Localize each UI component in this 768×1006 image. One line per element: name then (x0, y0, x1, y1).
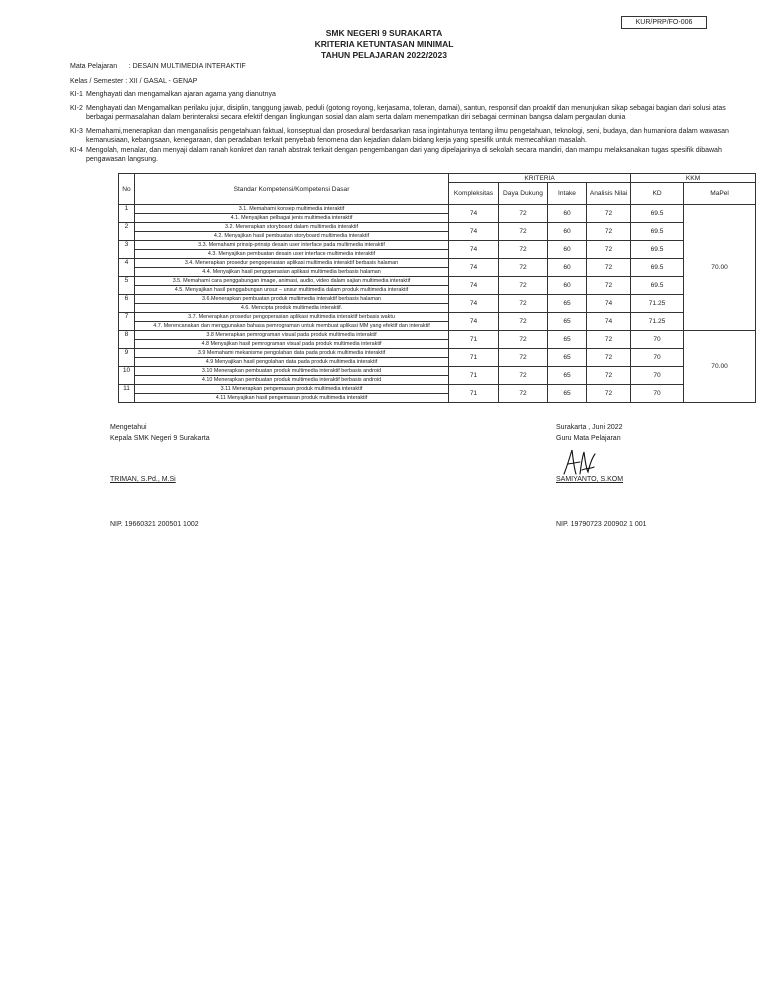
kompleksitas-value: 74 (449, 277, 499, 295)
kd-4-text: 4.5. Menyajikan hasil penggabungan unsur – unsur multimedia dalam produk multimedia interaktif (135, 286, 449, 295)
sig-right-nip: NIP. 19790723 200902 1 001 (556, 521, 647, 528)
header-kompleksitas: Kompleksitas (449, 183, 499, 205)
row-number: 2 (119, 223, 135, 241)
kd-value: 69.5 (631, 259, 684, 277)
intake-value: 65 (548, 385, 587, 403)
row-number: 3 (119, 241, 135, 259)
kd-4-text: 4.1. Menyajikan pelbagai jenis multimedia interaktif (135, 214, 449, 223)
kd-value: 71.25 (631, 313, 684, 331)
sig-right-line1: Surakarta , Juni 2022 (556, 424, 623, 431)
header-kkm: KKM (631, 174, 756, 183)
intake-value: 65 (548, 313, 587, 331)
ki-code: KI-2 (70, 105, 83, 112)
intake-value: 60 (548, 277, 587, 295)
kd-3-text: 3.8 Menerapkan pemrograman visual pada produk multimedia interaktif (135, 331, 449, 340)
intake-value: 65 (548, 349, 587, 367)
row-number: 4 (119, 259, 135, 277)
kd-3-text: 3.11 Menerapkan pengemasan produk multimedia interaktif (135, 385, 449, 394)
row-number: 10 (119, 367, 135, 385)
document-title: KRITERIA KETUNTASAN MINIMAL (314, 39, 454, 49)
ki-4 (70, 147, 742, 164)
row-number: 1 (119, 205, 135, 223)
row-number: 8 (119, 331, 135, 349)
analisis-value: 72 (587, 241, 631, 259)
ki-3 (70, 128, 742, 145)
kompleksitas-value: 71 (449, 349, 499, 367)
kd-value: 69.5 (631, 277, 684, 295)
sig-right-name: SAMIYANTO, S.KOM (556, 476, 624, 483)
analisis-value: 72 (587, 205, 631, 223)
kd-3-text: 3.3. Memahami prinsip-prinsip desain user interface pada multimedia interaktif (135, 241, 449, 250)
header-mapel: MaPel (684, 183, 756, 205)
table-row (119, 277, 756, 286)
kd-3-text: 3.6.Menerapkan pembuatan produk multimedia interaktif berbasis halaman (135, 295, 449, 304)
daya-dukung-value: 72 (499, 349, 548, 367)
daya-dukung-value: 72 (499, 367, 548, 385)
intake-value: 65 (548, 367, 587, 385)
analisis-value: 72 (587, 385, 631, 403)
row-number: 11 (119, 385, 135, 403)
kd-value: 70 (631, 349, 684, 367)
ki-1 (70, 91, 742, 100)
intake-value: 60 (548, 223, 587, 241)
daya-dukung-value: 72 (499, 223, 548, 241)
row-number: 9 (119, 349, 135, 367)
row-number: 7 (119, 313, 135, 331)
kd-3-text: 3.9 Memahami mekanisme pengolahan data pada produk multimedia interaktif (135, 349, 449, 358)
daya-dukung-value: 72 (499, 331, 548, 349)
daya-dukung-value: 72 (499, 259, 548, 277)
table-row (119, 331, 756, 340)
kd-4-text: 4.9 Menyajikan hasil pengolahan data pada produk multimedia interaktif (135, 358, 449, 367)
ki-text: Memahami,menerapkan dan menganalisis pengetahuan faktual, konseptual dan prosedural berdasarkan rasa ingintahunya tentang ilmu pengetahuan, teknologi, seni, budaya, dan humaniora dalam wawasan kemanusiaan, kebangsaan, kenegaraan, dan peradaban terkait penyebab fenomena dan kejadian dalam bidang kerja yang spesifik untuk memecahkan masalah. (86, 128, 729, 144)
kd-value: 71.25 (631, 295, 684, 313)
kompleksitas-value: 74 (449, 295, 499, 313)
table-row (119, 223, 756, 232)
kompleksitas-value: 74 (449, 241, 499, 259)
kd-3-text: 3.10 Menerapkan pembuatan produk multimedia interaktif berbasis android (135, 367, 449, 376)
analisis-value: 72 (587, 223, 631, 241)
table-row (119, 295, 756, 304)
analisis-value: 72 (587, 277, 631, 295)
kd-4-text: 4.4. Menyajikan hasil pengoperasian aplikasi multimedia berbasis halaman (135, 268, 449, 277)
sig-left-line2: Kepala SMK Negeri 9 Surakarta (110, 435, 210, 442)
school-name: SMK NEGERI 9 SURAKARTA (325, 28, 443, 38)
daya-dukung-value: 72 (499, 385, 548, 403)
kd-value: 70 (631, 331, 684, 349)
mapel-value: 70.00 (684, 331, 756, 403)
header-kd: KD (631, 183, 684, 205)
kd-value: 70 (631, 367, 684, 385)
kompleksitas-value: 71 (449, 331, 499, 349)
kd-value: 69.5 (631, 223, 684, 241)
kd-4-text: 4.8 Menyajikan hasil pemrograman visual pada produk multimedia interaktif (135, 340, 449, 349)
analisis-value: 72 (587, 331, 631, 349)
intake-value: 65 (548, 331, 587, 349)
kompleksitas-value: 74 (449, 313, 499, 331)
analisis-value: 74 (587, 313, 631, 331)
daya-dukung-value: 72 (499, 205, 548, 223)
analisis-value: 72 (587, 349, 631, 367)
header-daya-dukung: Daya Dukung (499, 183, 548, 205)
intake-value: 60 (548, 241, 587, 259)
ki-2 (70, 105, 742, 122)
kd-4-text: 4.7. Merencanakan dan menggunakan bahasa pemrograman untuk membuat aplikasi MM yang efektif dan interaktif (135, 322, 449, 331)
header-kriteria: KRITERIA (449, 174, 631, 183)
subject-line: Mata Pelajaran : DESAIN MULTIMEDIA INTERAKTIF (70, 63, 246, 70)
kd-3-text: 3.2. Menerapkan storyboard dalam multimedia interaktif (135, 223, 449, 232)
kompleksitas-value: 74 (449, 223, 499, 241)
kd-4-text: 4.10 Menerapkan pembuatan produk multimedia interaktif berbasis android (135, 376, 449, 385)
intake-value: 60 (548, 259, 587, 277)
intake-value: 60 (548, 205, 587, 223)
table-row (119, 205, 756, 214)
kd-value: 70 (631, 385, 684, 403)
intake-value: 65 (548, 295, 587, 313)
daya-dukung-value: 72 (499, 241, 548, 259)
kd-4-text: 4.6. Mencipta produk multimedia interaktif. (135, 304, 449, 313)
table-row (119, 367, 756, 376)
kompleksitas-value: 71 (449, 367, 499, 385)
kd-4-text: 4.2. Menyajikan hasil pembuatan storyboard multimedia interaktif (135, 232, 449, 241)
ki-text: Mengolah, menalar, dan menyaji dalam ranah konkret dan ranah abstrak terkait dengan pengembangan dari yang dipelajarinya di sekolah secara mandiri, dan mampu melaksanakan tugas spesifik dibawah pengawasan langsung. (86, 147, 722, 163)
analisis-value: 74 (587, 295, 631, 313)
sig-left-line1: Mengetahui (110, 424, 147, 431)
header-skkd: Standar Kompetensi/Kompetensi Dasar (135, 174, 449, 205)
header-no: No (119, 174, 135, 205)
table-row (119, 313, 756, 322)
kd-value: 69.5 (631, 205, 684, 223)
academic-year: TAHUN PELAJARAN 2022/2023 (321, 50, 447, 60)
table-row (119, 385, 756, 394)
daya-dukung-value: 72 (499, 277, 548, 295)
table-row (119, 349, 756, 358)
kompleksitas-value: 74 (449, 205, 499, 223)
header-analisis: Analisis Nilai (587, 183, 631, 205)
ki-code: KI-3 (70, 128, 83, 135)
kd-4-text: 4.3. Menyajikan pembuatan desain user interface multimedia interaktif (135, 250, 449, 259)
kompleksitas-value: 71 (449, 385, 499, 403)
class-semester-line: Kelas / Semester : XII / GASAL - GENAP (70, 78, 198, 85)
kd-3-text: 3.7. Menerapkan prosedur pengoperasian aplikasi multimedia interaktif berbasis waktu (135, 313, 449, 322)
sig-left-name: TRIMAN, S.Pd., M.Si (110, 476, 176, 483)
analisis-value: 72 (587, 259, 631, 277)
kd-value: 69.5 (631, 241, 684, 259)
kompleksitas-value: 74 (449, 259, 499, 277)
row-number: 6 (119, 295, 135, 313)
row-number: 5 (119, 277, 135, 295)
daya-dukung-value: 72 (499, 295, 548, 313)
kd-3-text: 3.5. Memahami cara penggabungan image, animasi, audio, video dalam sajian multimedia interaktif (135, 277, 449, 286)
mapel-value: 70.00 (684, 205, 756, 331)
kd-3-text: 3.4. Menerapkan prosedur pengoperasian aplikasi multimedia interaktif berbasis halaman (135, 259, 449, 268)
ki-text: Menghayati dan mengamalkan ajaran agama yang dianutnya (86, 91, 276, 98)
kkm-table (118, 173, 756, 403)
sig-left-nip: NIP. 19660321 200501 1002 (110, 521, 199, 528)
kd-3-text: 3.1. Memahami konsep multimedia interaktif (135, 205, 449, 214)
header-intake: Intake (548, 183, 587, 205)
kd-4-text: 4.11 Menyajikan hasil pengemasan produk multimedia interaktif (135, 394, 449, 403)
analisis-value: 72 (587, 367, 631, 385)
ki-code: KI-4 (70, 147, 83, 154)
sig-right-line2: Guru Mata Pelajaran (556, 435, 621, 442)
daya-dukung-value: 72 (499, 313, 548, 331)
document-code: KUR/PRP/FO-006 (621, 16, 707, 29)
ki-code: KI-1 (70, 91, 83, 98)
ki-text: Menghayati dan Mengamalkan perilaku jujur, disiplin, tanggung jawab, peduli (gotong royong, kerjasama, toleran, damai), santun, responsif dan proaktif dan menunjukan sikap sebagai bagian dari solusi atas berbagai permasalahan dalam berinteraksi secara efektif dengan lingkungan sosial dan alam serta dalam menempatkan diri sebagai cerminan bangsa dalam pergaulan dunia (86, 105, 726, 121)
table-row (119, 259, 756, 268)
table-row (119, 241, 756, 250)
